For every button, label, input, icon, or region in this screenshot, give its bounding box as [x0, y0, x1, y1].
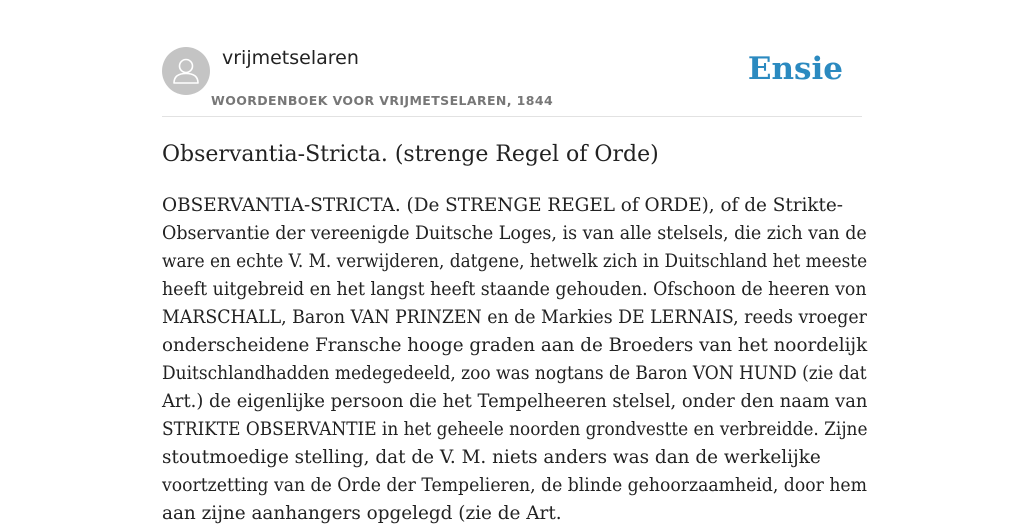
body-line: voortzetting van de Orde der Tempelieren, de blinde gehoorzaamheid, door hem: [162, 475, 867, 496]
body-line: MARSCHALL, Baron VAN PRINZEN en de Markies DE LERNAIS, reeds vroeger: [162, 307, 867, 328]
body-line: Duitschlandhadden medegedeeld, zoo was nogtans de Baron VON HUND (zie dat: [162, 363, 867, 384]
entry-title: Observantia-Stricta. (strenge Regel of Orde): [162, 142, 659, 167]
entry-body: [162, 192, 867, 528]
body-line: ware en echte V. M. verwijderen, datgene, hetwelk zich in Duitschland het meeste: [162, 251, 868, 272]
body-line: Art.) de eigenlijke persoon die het Tempelheeren stelsel, onder den naam van: [162, 391, 868, 412]
body-line: aan zijne aanhangers opgelegd (zie de Art.: [162, 503, 562, 524]
user-avatar-icon[interactable]: [162, 47, 210, 95]
source-label[interactable]: WOORDENBOEK VOOR VRIJMETSELAREN, 1844: [211, 93, 554, 108]
user-icon: [162, 47, 210, 95]
ensie-logo[interactable]: Ensie: [747, 51, 843, 87]
body-line: stoutmoedige stelling, dat de V. M. niets anders was dan de werkelijke: [162, 447, 821, 468]
body-line: Observantie der vereenigde Duitsche Loges, is van alle stelsels, die zich van de: [162, 223, 867, 244]
body-line: onderscheidene Fransche hooge graden aan de Broeders van het noordelijk: [162, 335, 868, 356]
body-line: STRIKTE OBSERVANTIE in het geheele noorden grondvestte en verbreidde. Zijne: [162, 419, 868, 440]
entry-header: [162, 46, 862, 117]
author-link[interactable]: vrijmetselaren: [222, 47, 359, 69]
body-line: heeft uitgebreid en het langst heeft staande gehouden. Ofschoon de heeren von: [162, 279, 867, 300]
body-line: OBSERVANTIA-STRICTA. (De STRENGE REGEL of ORDE), of de Strikte-: [162, 195, 844, 216]
